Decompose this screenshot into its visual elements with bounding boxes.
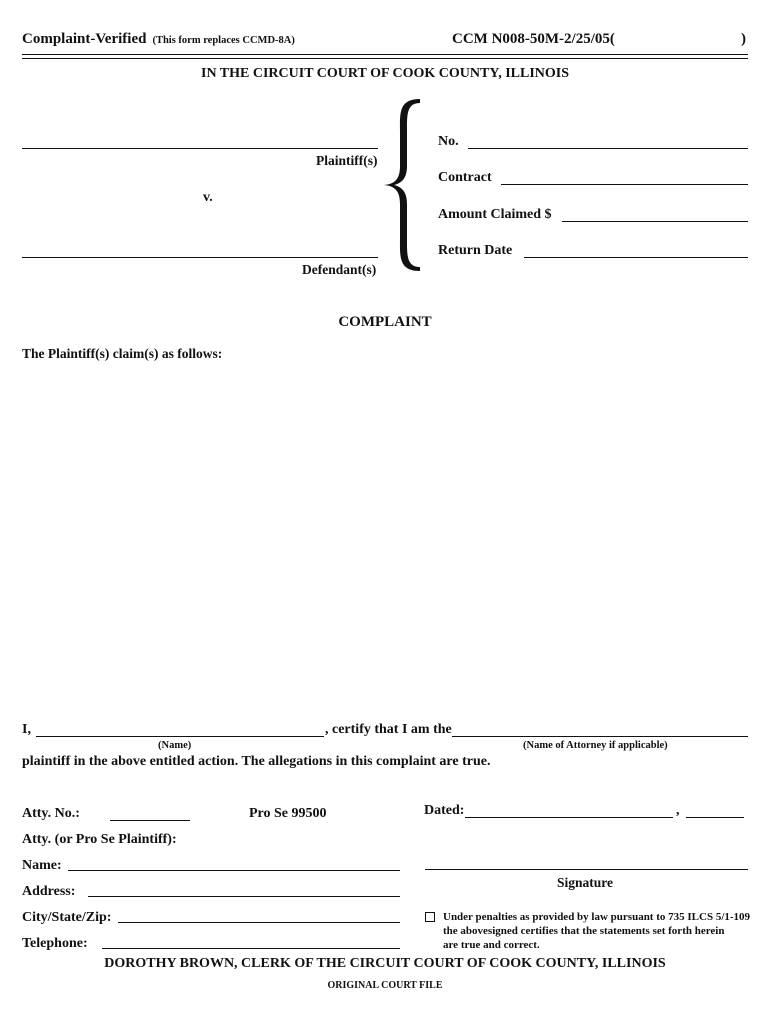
versus-label: v. [203,190,213,205]
cert-attorney-field[interactable] [452,736,748,737]
complaint-heading: COMPLAINT [338,314,432,330]
claims-intro: The Plaintiff(s) claim(s) as follows: [22,346,223,361]
dated-label: Dated: [424,803,465,818]
address-label: Address: [22,884,76,899]
replaces-note: (This form replaces CCMD-8A) [152,35,295,46]
header-rule-bottom [22,58,748,59]
court-title: IN THE CIRCUIT COURT OF COOK COUNTY, ILLINOIS [201,66,569,81]
dated-year-field[interactable] [686,817,744,818]
contract-field[interactable] [501,184,748,185]
pro-se-label: Pro Se 99500 [249,806,327,821]
return-date-label: Return Date [438,243,513,258]
case-number-field[interactable] [468,148,748,149]
name-caption: (Name) [158,740,192,751]
city-state-zip-label: City/State/Zip: [22,910,112,925]
name-field[interactable] [68,870,400,871]
amount-claimed-label: Amount Claimed $ [438,207,552,222]
defendant-label: Defendant(s) [302,262,377,277]
certification-line-2: the abovesigned certifies that the statements set forth herein [443,925,725,937]
cert-prefix: I, [22,722,31,737]
form-title-text: Complaint-Verified [22,31,147,47]
name-label: Name: [22,858,62,873]
atty-no-label: Atty. No.: [22,806,80,821]
cert-statement: plaintiff in the above entitled action. The allegations in this complaint are true. [22,754,491,769]
certification-checkbox[interactable] [425,912,435,922]
signature-caption: Signature [557,875,614,890]
address-field[interactable] [88,896,400,897]
header-rule-top [22,54,748,55]
amount-claimed-field[interactable] [562,221,748,222]
form-title [22,31,295,48]
certification-line-3: are true and correct. [443,939,540,951]
cert-name-field[interactable] [36,736,324,737]
form-code-close: ) [741,31,746,47]
attorney-caption: (Name of Attorney if applicable) [523,740,668,751]
claims-text-area[interactable] [22,370,748,710]
cert-middle-text: , certify that I am the [325,722,452,737]
brace-icon [380,96,426,274]
contract-label: Contract [438,170,492,185]
original-court-file: ORIGINAL COURT FILE [327,980,443,991]
atty-no-field[interactable] [110,820,190,821]
return-date-field[interactable] [524,257,748,258]
telephone-field[interactable] [102,948,400,949]
city-state-zip-field[interactable] [118,922,400,923]
form-code: CCM N008-50M-2/25/05( [452,31,615,47]
plaintiff-name-line[interactable] [22,148,378,149]
signature-field[interactable] [425,869,748,870]
certification-line-1: Under penalties as provided by law pursuant to 735 ILCS 5/1-109 [443,911,751,923]
dated-field[interactable] [465,817,673,818]
defendant-name-line[interactable] [22,257,378,258]
clerk-footer: DOROTHY BROWN, CLERK OF THE CIRCUIT COURT OF COOK COUNTY, ILLINOIS [104,956,666,971]
plaintiff-label: Plaintiff(s) [316,153,378,168]
telephone-label: Telephone: [22,936,88,951]
case-number-label: No. [438,134,459,149]
atty-pro-se-label: Atty. (or Pro Se Plaintiff): [22,832,177,847]
dated-comma: , [676,803,680,818]
